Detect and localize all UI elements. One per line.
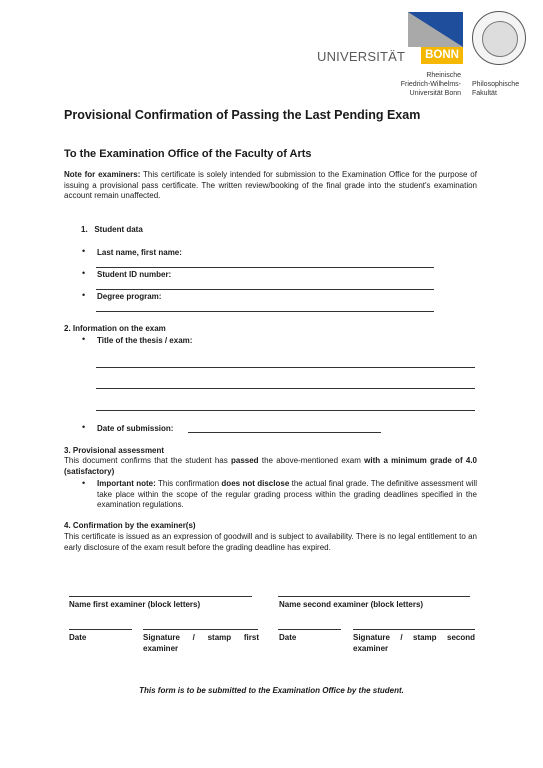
logo-grey-triangle [408,12,463,47]
name-second-label: Name second examiner (block letters) [279,600,424,609]
date-second-line[interactable] [278,629,341,630]
student-id-line[interactable] [96,289,434,290]
confirmation-text: This certificate is issued as an expression of goodwill and is subject to availability. There is no legal entitlement to an early disclosure of the exam result before the grading deadline has expired. [64,532,477,552]
thesis-line-2[interactable] [96,388,475,389]
section2-heading: 2. Information on the exam [64,324,166,333]
name-first-label: Name first examiner (block letters) [69,600,201,609]
section1-heading: 1. Student data [81,225,143,234]
bullet-icon: • [82,290,86,300]
assessment-text: This document confirms that the student has passed the above-mentioned exam with a minimum grade of 4.0 (satisfactory) [64,456,477,476]
bullet-icon: • [82,246,86,256]
date-first-label: Date [69,633,87,642]
thesis-line-1[interactable] [96,367,475,368]
bullet-icon: • [82,422,86,432]
thesis-line-3[interactable] [96,410,475,411]
bullet-icon: • [82,334,86,344]
signature-second-label: Signature / stamp second examiner [353,633,475,653]
name-second-line[interactable] [278,596,470,597]
date-first-line[interactable] [69,629,132,630]
section4-heading: 4. Confirmation by the examiner(s) [64,521,196,530]
section3-heading: 3. Provisional assessment [64,446,165,455]
signature-first-label: Signature / stamp first examiner [143,633,259,653]
bullet-icon: • [82,268,86,278]
submission-date-line[interactable] [188,432,381,433]
date-second-label: Date [279,633,297,642]
degree-line[interactable] [96,311,434,312]
field-label-degree: Degree program: [97,292,162,301]
note-for-examiners: Note for examiners: This certificate is solely intended for submission to the Examination Office for the purpose of issuing a provisional pass certificate. The written review/booking of the final grade into the student's examination account remain unaffected. [64,170,477,200]
addressee: To the Examination Office of the Faculty of Arts [64,148,312,160]
faculty-seal-icon [472,11,526,65]
signature-first-line[interactable] [143,629,258,630]
page-title: Provisional Confirmation of Passing the Last Pending Exam [64,108,421,122]
name-first-line[interactable] [69,596,252,597]
logo-bonn: BONN [421,47,463,64]
logo-word: UNIVERSITÄT [317,49,406,64]
field-label-student-id: Student ID number: [97,270,172,279]
name-line[interactable] [96,267,434,268]
footer-note: This form is to be submitted to the Examination Office by the student. [139,686,404,695]
bullet-icon: • [82,478,86,488]
faculty-subtitle: Philosophische Fakultät [472,81,520,97]
submission-date-label: Date of submission: [97,424,174,433]
signature-second-line[interactable] [353,629,475,630]
important-note: Important note: This confirmation does not disclose the actual final grade. The definitive assessment will take place within the scope of the regular grading process within the grading deadlines specified in the examination regulations. [97,479,477,509]
field-label-name: Last name, first name: [97,248,182,257]
university-subtitle: Rheinische Friedrich-Wilhelms- Universität Bonn [400,72,461,97]
thesis-title-label: Title of the thesis / exam: [97,336,193,345]
